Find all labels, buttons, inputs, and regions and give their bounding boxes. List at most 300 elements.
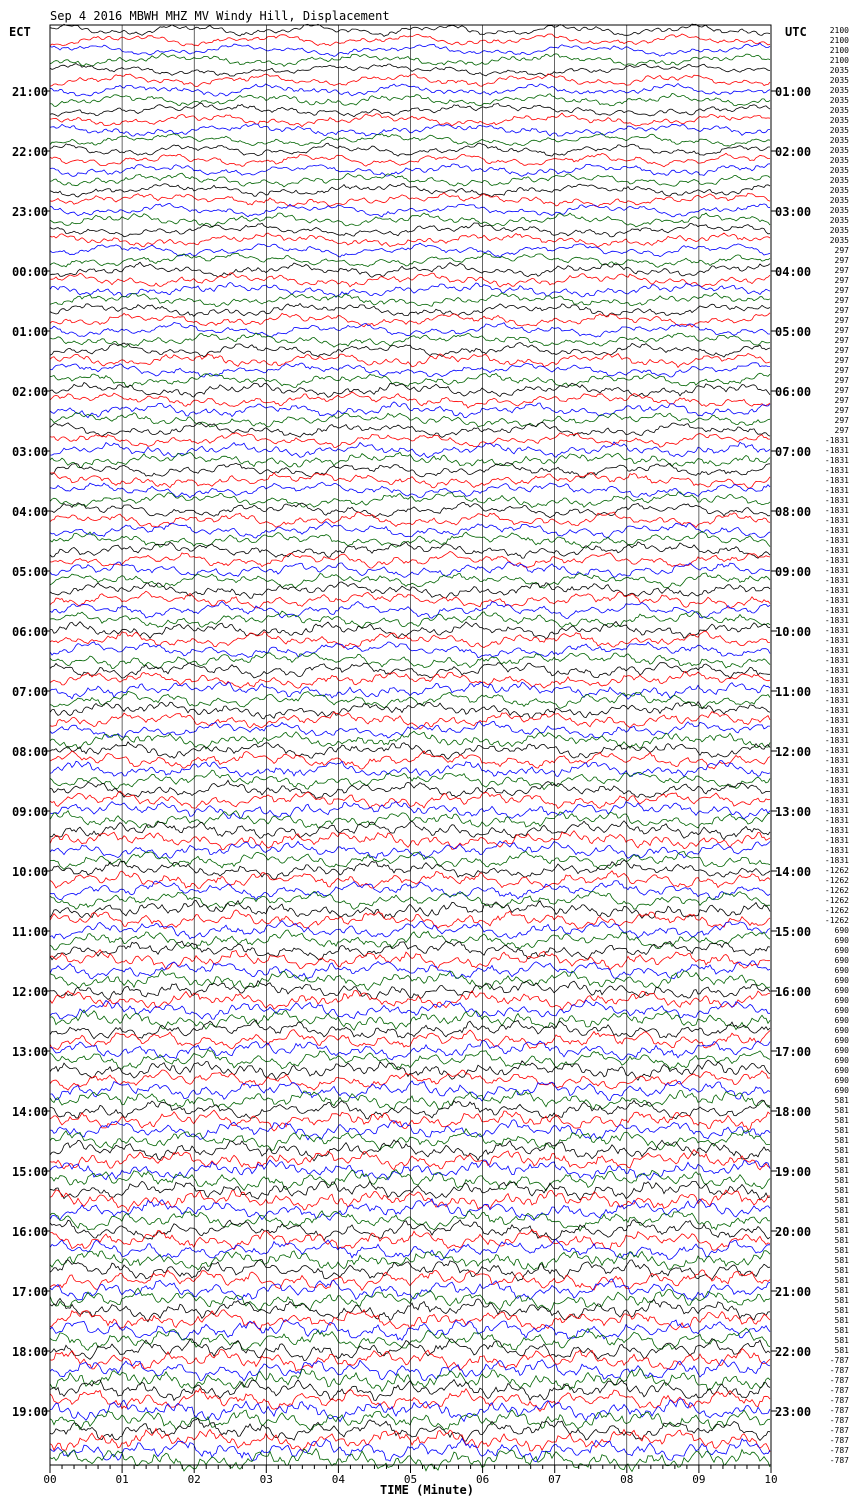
trace-offset-label: 2100: [829, 46, 849, 55]
trace-16: [50, 184, 770, 197]
right-hour-label: 09:00: [775, 565, 812, 579]
trace-81: [50, 831, 770, 850]
trace-11: [50, 134, 770, 147]
left-hour-label: 06:00: [12, 625, 49, 639]
trace-offset-label: -1831: [824, 446, 849, 455]
trace-20: [50, 223, 770, 237]
trace-offset-label: 690: [834, 1086, 849, 1095]
right-hour-label: 23:00: [775, 1405, 812, 1419]
x-tick-label: 09: [692, 1473, 706, 1486]
trace-77: [50, 791, 770, 808]
left-hour-label: 07:00: [12, 685, 49, 699]
trace-84: [50, 860, 770, 879]
trace-12: [50, 143, 770, 156]
trace-83: [50, 851, 770, 869]
left-hour-label: 00:00: [12, 265, 49, 279]
trace-54: [50, 562, 770, 577]
trace-offset-label: -1831: [824, 756, 849, 765]
trace-offset-label: 690: [834, 1046, 849, 1055]
left-timezone-label: ECT: [9, 25, 31, 39]
trace-offset-label: -1831: [824, 856, 849, 865]
trace-offset-label: -1831: [824, 566, 849, 575]
trace-80: [50, 821, 770, 840]
right-hour-label: 07:00: [775, 445, 812, 459]
right-hour-label: 02:00: [775, 145, 812, 159]
trace-offset-label: 297: [834, 316, 849, 325]
right-hour-label: 05:00: [775, 325, 812, 339]
trace-offset-label: -787: [829, 1386, 849, 1395]
trace-105: [50, 1070, 770, 1090]
trace-42: [50, 442, 770, 458]
right-hour-label: 04:00: [775, 265, 812, 279]
trace-2: [50, 43, 770, 56]
right-hour-label: 16:00: [775, 985, 812, 999]
right-hour-label: 21:00: [775, 1285, 812, 1299]
x-tick-label: 03: [259, 1473, 273, 1486]
trace-offset-label: -1262: [824, 866, 849, 875]
trace-offset-label: 581: [834, 1146, 849, 1155]
trace-98: [50, 1000, 770, 1019]
trace-offset-label: -1831: [824, 656, 849, 665]
trace-36: [50, 383, 770, 398]
trace-127: [50, 1288, 770, 1311]
trace-offset-label: 2035: [829, 186, 849, 195]
trace-9: [50, 113, 770, 127]
trace-offset-label: -1262: [824, 896, 849, 905]
left-hour-label: 09:00: [12, 805, 49, 819]
x-tick-label: 04: [331, 1473, 346, 1486]
trace-offset-label: 297: [834, 396, 849, 405]
trace-offset-label: -787: [829, 1396, 849, 1405]
trace-offset-label: 2035: [829, 156, 849, 165]
right-hour-label: 19:00: [775, 1165, 812, 1179]
trace-offset-label: 581: [834, 1156, 849, 1165]
right-hour-label: 11:00: [775, 685, 812, 699]
x-axis-title: TIME (Minute): [380, 1483, 474, 1497]
right-hour-label: 03:00: [775, 205, 812, 219]
trace-offset-label: 2035: [829, 66, 849, 75]
right-timezone-label: UTC: [785, 25, 807, 39]
trace-offset-label: 2035: [829, 126, 849, 135]
trace-15: [50, 173, 770, 187]
trace-26: [50, 282, 770, 297]
trace-offset-label: 297: [834, 246, 849, 255]
trace-offset-label: 2035: [829, 216, 849, 225]
trace-28: [50, 304, 770, 317]
x-tick-label: 00: [43, 1473, 57, 1486]
trace-offset-label: -1831: [824, 786, 849, 795]
left-hour-label: 04:00: [12, 505, 49, 519]
trace-46: [50, 482, 770, 498]
trace-offset-label: -787: [829, 1426, 849, 1435]
trace-offset-label: -1831: [824, 636, 849, 645]
x-tick-label: 10: [764, 1473, 778, 1486]
trace-offset-label: 690: [834, 926, 849, 935]
trace-offset-label: -1831: [824, 596, 849, 605]
trace-offset-label: -1831: [824, 516, 849, 525]
trace-25: [50, 273, 770, 287]
trace-32: [50, 343, 770, 358]
trace-66: [50, 682, 770, 699]
trace-offset-label: 2100: [829, 56, 849, 65]
trace-offset-label: -787: [829, 1356, 849, 1365]
trace-offset-label: 581: [834, 1326, 849, 1335]
trace-offset-label: -787: [829, 1366, 849, 1375]
x-tick-label: 06: [475, 1473, 490, 1486]
trace-113: [50, 1150, 770, 1170]
trace-52: [50, 542, 770, 558]
trace-offset-label: 690: [834, 996, 849, 1005]
trace-offset-label: 2035: [829, 146, 849, 155]
x-tick-label: 01: [115, 1473, 129, 1486]
trace-offset-label: -1831: [824, 466, 849, 475]
trace-41: [50, 433, 770, 448]
trace-offset-label: 690: [834, 976, 849, 985]
trace-offset-label: 581: [834, 1266, 849, 1275]
trace-offset-label: 690: [834, 1036, 849, 1045]
trace-90: [50, 921, 770, 939]
right-hour-label: 14:00: [775, 865, 812, 879]
trace-offset-label: 690: [834, 966, 849, 975]
trace-offset-label: -1831: [824, 546, 849, 555]
trace-offset-label: -787: [829, 1406, 849, 1415]
trace-offset-label: -1831: [824, 616, 849, 625]
trace-offset-label: 2035: [829, 206, 849, 215]
trace-offset-label: 297: [834, 366, 849, 375]
left-hour-label: 12:00: [12, 985, 49, 999]
trace-119: [50, 1211, 770, 1231]
trace-offset-label: 581: [834, 1226, 849, 1235]
trace-offset-label: 297: [834, 346, 849, 355]
trace-offset-label: 690: [834, 1026, 849, 1035]
trace-offset-label: -1831: [824, 736, 849, 745]
trace-106: [50, 1081, 770, 1101]
trace-offset-label: -1831: [824, 476, 849, 485]
trace-offset-label: 2100: [829, 26, 849, 35]
trace-offset-label: 581: [834, 1176, 849, 1185]
trace-offset-label: 297: [834, 276, 849, 285]
trace-offset-label: -1831: [824, 536, 849, 545]
right-hour-label: 08:00: [775, 505, 812, 519]
trace-offset-label: 297: [834, 356, 849, 365]
trace-offset-label: -787: [829, 1456, 849, 1465]
trace-89: [50, 910, 770, 929]
trace-10: [50, 124, 770, 136]
trace-109: [50, 1110, 770, 1131]
trace-7: [50, 94, 770, 107]
trace-offset-label: 581: [834, 1166, 849, 1175]
trace-offset-label: 690: [834, 956, 849, 965]
left-hour-label: 16:00: [12, 1225, 49, 1239]
trace-offset-label: 581: [834, 1316, 849, 1325]
trace-53: [50, 552, 770, 569]
trace-93: [50, 950, 770, 970]
trace-126: [50, 1279, 770, 1301]
trace-78: [50, 801, 770, 819]
right-hour-label: 20:00: [775, 1225, 812, 1239]
trace-21: [50, 233, 770, 247]
trace-offset-label: 581: [834, 1346, 849, 1355]
right-hour-label: 15:00: [775, 925, 812, 939]
trace-4: [50, 64, 770, 77]
left-hour-label: 19:00: [12, 1405, 49, 1419]
left-hour-label: 01:00: [12, 325, 49, 339]
left-hour-label: 05:00: [12, 565, 49, 579]
trace-101: [50, 1030, 770, 1050]
trace-69: [50, 712, 770, 729]
trace-offset-label: 2035: [829, 236, 849, 245]
trace-offset-label: -1831: [824, 826, 849, 835]
trace-39: [50, 412, 770, 427]
trace-offset-label: -1831: [824, 706, 849, 715]
right-hour-label: 01:00: [775, 85, 812, 99]
trace-0: [50, 24, 770, 36]
trace-offset-label: -1831: [824, 796, 849, 805]
trace-offset-label: -1831: [824, 436, 849, 445]
trace-76: [50, 780, 770, 798]
trace-offset-label: 581: [834, 1106, 849, 1115]
trace-offset-label: 2035: [829, 166, 849, 175]
trace-65: [50, 671, 770, 688]
x-tick-label: 05: [403, 1473, 418, 1486]
trace-108: [50, 1100, 770, 1119]
trace-offset-label: 297: [834, 286, 849, 295]
trace-offset-label: 690: [834, 1066, 849, 1075]
trace-85: [50, 871, 770, 889]
trace-5: [50, 74, 770, 87]
trace-48: [50, 502, 770, 517]
trace-27: [50, 293, 770, 307]
left-hour-label: 15:00: [12, 1165, 49, 1179]
trace-offset-label: -1831: [824, 576, 849, 585]
trace-offset-label: -1831: [824, 606, 849, 615]
trace-offset-label: 581: [834, 1196, 849, 1205]
trace-offset-label: 581: [834, 1256, 849, 1265]
left-hour-label: 23:00: [12, 205, 49, 219]
grid-layer: [122, 25, 699, 1465]
left-hour-label: 22:00: [12, 145, 49, 159]
right-hour-label: 17:00: [775, 1045, 812, 1059]
left-hour-label: 10:00: [12, 865, 49, 879]
offset-labels: [825, 26, 849, 1465]
trace-offset-label: 581: [834, 1236, 849, 1245]
x-tick-label: 02: [187, 1473, 201, 1486]
trace-offset-label: -787: [829, 1446, 849, 1455]
trace-offset-label: -1831: [824, 646, 849, 655]
trace-71: [50, 731, 770, 749]
trace-58: [50, 601, 770, 618]
trace-offset-label: 581: [834, 1336, 849, 1345]
trace-offset-label: -787: [829, 1376, 849, 1385]
trace-60: [50, 622, 770, 639]
trace-offset-label: -1831: [824, 666, 849, 675]
right-hour-label: 18:00: [775, 1105, 812, 1119]
right-hour-label: 22:00: [775, 1345, 812, 1359]
trace-offset-label: 2035: [829, 196, 849, 205]
trace-49: [50, 512, 770, 527]
trace-62: [50, 642, 770, 658]
x-tick-label: 07: [548, 1473, 562, 1486]
trace-offset-label: 2035: [829, 76, 849, 85]
trace-offset-label: 2035: [829, 226, 849, 235]
trace-offset-label: 2035: [829, 116, 849, 125]
trace-30: [50, 323, 770, 338]
trace-33: [50, 354, 770, 368]
left-hour-label: 11:00: [12, 925, 49, 939]
trace-19: [50, 213, 770, 227]
trace-offset-label: 690: [834, 936, 849, 945]
trace-offset-label: 581: [834, 1276, 849, 1285]
right-hour-label: 10:00: [775, 625, 812, 639]
trace-offset-label: -1831: [824, 626, 849, 635]
right-hour-label: 06:00: [775, 385, 812, 399]
trace-offset-label: -1831: [824, 506, 849, 515]
trace-offset-label: 581: [834, 1096, 849, 1105]
trace-73: [50, 751, 770, 769]
trace-offset-label: -787: [829, 1436, 849, 1445]
trace-offset-label: 2035: [829, 96, 849, 105]
trace-offset-label: 297: [834, 266, 849, 275]
trace-layer: [50, 24, 770, 1471]
trace-offset-label: 297: [834, 336, 849, 345]
left-hour-label: 18:00: [12, 1345, 49, 1359]
left-hour-label: 02:00: [12, 385, 49, 399]
right-hour-axis: [771, 85, 811, 1419]
trace-139: [50, 1410, 770, 1430]
trace-offset-label: 581: [834, 1186, 849, 1195]
trace-125: [50, 1270, 770, 1291]
trace-offset-label: -1831: [824, 776, 849, 785]
trace-104: [50, 1060, 770, 1080]
trace-offset-label: 581: [834, 1206, 849, 1215]
trace-72: [50, 742, 770, 759]
right-hour-label: 13:00: [775, 805, 812, 819]
trace-offset-label: 581: [834, 1216, 849, 1225]
left-hour-label: 08:00: [12, 745, 49, 759]
trace-8: [50, 103, 770, 117]
trace-offset-label: -1831: [824, 766, 849, 775]
left-hour-label: 13:00: [12, 1045, 49, 1059]
trace-offset-label: 581: [834, 1296, 849, 1305]
trace-24: [50, 262, 770, 277]
trace-50: [50, 522, 770, 538]
trace-offset-label: 297: [834, 426, 849, 435]
trace-offset-label: 581: [834, 1306, 849, 1315]
trace-offset-label: -1831: [824, 806, 849, 815]
trace-140: [50, 1418, 770, 1441]
trace-142: [50, 1439, 770, 1462]
trace-offset-label: 2035: [829, 86, 849, 95]
trace-offset-label: 690: [834, 946, 849, 955]
trace-offset-label: 2035: [829, 136, 849, 145]
trace-offset-label: 2035: [829, 176, 849, 185]
trace-offset-label: 690: [834, 1016, 849, 1025]
trace-offset-label: -1262: [824, 876, 849, 885]
trace-74: [50, 761, 770, 777]
trace-offset-label: -1831: [824, 526, 849, 535]
trace-91: [50, 930, 770, 950]
trace-offset-label: -787: [829, 1416, 849, 1425]
trace-55: [50, 573, 770, 589]
trace-offset-label: 297: [834, 326, 849, 335]
trace-offset-label: 581: [834, 1286, 849, 1295]
trace-offset-label: 690: [834, 1006, 849, 1015]
trace-offset-label: -1831: [824, 556, 849, 565]
trace-136: [50, 1380, 770, 1401]
trace-offset-label: 581: [834, 1136, 849, 1145]
trace-offset-label: -1262: [824, 886, 849, 895]
trace-51: [50, 531, 770, 548]
trace-offset-label: 297: [834, 376, 849, 385]
trace-99: [50, 1010, 770, 1030]
trace-offset-label: 2100: [829, 36, 849, 45]
trace-17: [50, 193, 770, 207]
trace-offset-label: 2035: [829, 106, 849, 115]
trace-offset-label: 690: [834, 986, 849, 995]
trace-offset-label: -1831: [824, 586, 849, 595]
trace-44: [50, 463, 770, 478]
trace-offset-label: -1831: [824, 486, 849, 495]
trace-63: [50, 653, 770, 669]
trace-133: [50, 1349, 770, 1371]
trace-22: [50, 243, 770, 257]
x-tick-label: 08: [620, 1473, 634, 1486]
trace-offset-label: 297: [834, 416, 849, 425]
trace-1: [50, 34, 770, 46]
trace-offset-label: -1831: [824, 846, 849, 855]
trace-offset-label: -1831: [824, 676, 849, 685]
trace-offset-label: 690: [834, 1076, 849, 1085]
trace-offset-label: 297: [834, 296, 849, 305]
trace-offset-label: -1831: [824, 836, 849, 845]
trace-offset-label: -1831: [824, 726, 849, 735]
left-hour-label: 21:00: [12, 85, 49, 99]
trace-offset-label: -1831: [824, 456, 849, 465]
trace-offset-label: 690: [834, 1056, 849, 1065]
trace-6: [50, 84, 770, 97]
trace-34: [50, 363, 770, 377]
trace-offset-label: -1831: [824, 496, 849, 505]
trace-88: [50, 900, 770, 918]
left-hour-label: 17:00: [12, 1285, 49, 1299]
left-hour-axis: [12, 85, 50, 1419]
trace-offset-label: 581: [834, 1116, 849, 1125]
trace-offset-label: -1262: [824, 916, 849, 925]
trace-offset-label: 581: [834, 1246, 849, 1255]
trace-offset-label: 297: [834, 256, 849, 265]
chart-title: Sep 4 2016 MBWH MHZ MV Windy Hill, Displacement: [50, 9, 390, 23]
trace-offset-label: -1831: [824, 816, 849, 825]
trace-29: [50, 313, 770, 327]
trace-offset-label: 581: [834, 1126, 849, 1135]
left-hour-label: 14:00: [12, 1105, 49, 1119]
trace-offset-label: -1831: [824, 696, 849, 705]
trace-138: [50, 1399, 770, 1422]
trace-offset-label: -1831: [824, 746, 849, 755]
trace-offset-label: -1831: [824, 686, 849, 695]
trace-18: [50, 204, 770, 217]
trace-64: [50, 663, 770, 679]
trace-offset-label: -1262: [824, 906, 849, 915]
trace-offset-label: -1831: [824, 716, 849, 725]
trace-13: [50, 153, 770, 167]
trace-43: [50, 452, 770, 468]
trace-offset-label: 297: [834, 406, 849, 415]
trace-offset-label: 297: [834, 386, 849, 395]
right-hour-label: 12:00: [775, 745, 812, 759]
trace-40: [50, 422, 770, 437]
left-hour-label: 03:00: [12, 445, 49, 459]
